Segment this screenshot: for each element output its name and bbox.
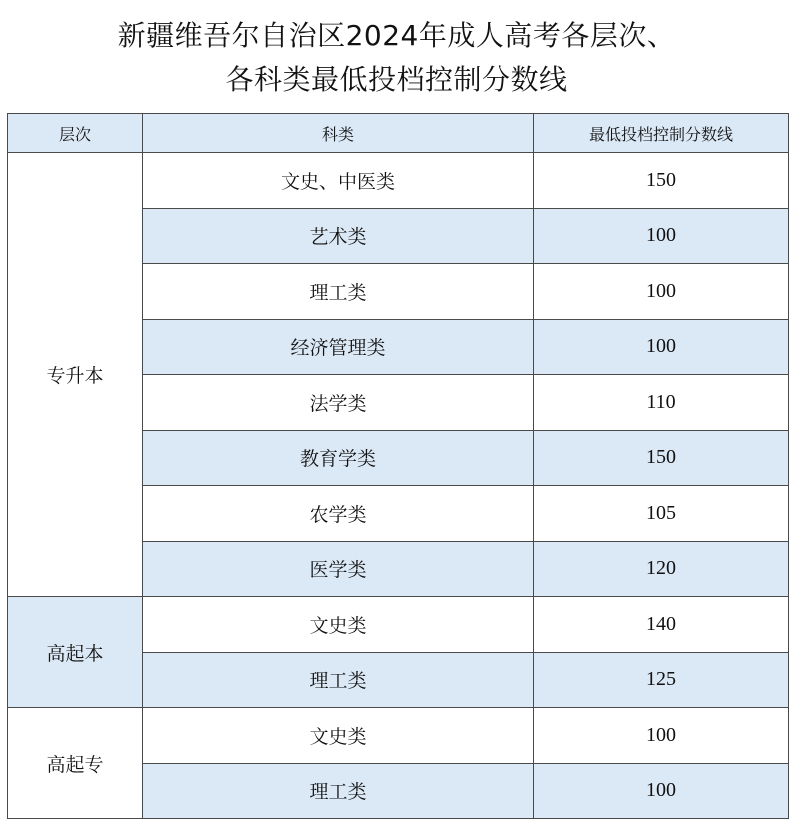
- level-cell-zhuanshengben: 专升本: [8, 153, 143, 597]
- header-score: 最低投档控制分数线: [534, 114, 789, 153]
- score-cell: 100: [534, 264, 789, 320]
- subject-cell: 理工类: [143, 652, 534, 708]
- subject-cell: 经济管理类: [143, 319, 534, 375]
- subject-cell: 文史类: [143, 708, 534, 764]
- subject-cell: 文史、中医类: [143, 153, 534, 209]
- score-cell: 120: [534, 541, 789, 597]
- table-row: [8, 597, 789, 653]
- header-level: 层次: [8, 114, 143, 153]
- table-row: [8, 153, 789, 209]
- page-title: [0, 14, 793, 102]
- title-line-1: 新疆维吾尔自治区2024年成人高考各层次、: [117, 19, 676, 52]
- score-cell: 110: [534, 375, 789, 431]
- subject-cell: 农学类: [143, 486, 534, 542]
- score-cell: 100: [534, 708, 789, 764]
- subject-cell: 文史类: [143, 597, 534, 653]
- subject-cell: 医学类: [143, 541, 534, 597]
- level-cell-gaoqizhuan: 高起专: [8, 708, 143, 819]
- subject-cell: 法学类: [143, 375, 534, 431]
- score-cell: 125: [534, 652, 789, 708]
- score-cell: 150: [534, 430, 789, 486]
- score-cell: 105: [534, 486, 789, 542]
- score-cell: 100: [534, 763, 789, 819]
- score-table: [7, 113, 789, 819]
- table-row: [8, 708, 789, 764]
- score-cell: 150: [534, 153, 789, 209]
- subject-cell: 理工类: [143, 264, 534, 320]
- score-cell: 140: [534, 597, 789, 653]
- title-line-2: 各科类最低投档控制分数线: [225, 63, 568, 96]
- subject-cell: 教育学类: [143, 430, 534, 486]
- subject-cell: 艺术类: [143, 208, 534, 264]
- header-subject: 科类: [143, 114, 534, 153]
- subject-cell: 理工类: [143, 763, 534, 819]
- score-cell: 100: [534, 319, 789, 375]
- table-header-row: [8, 114, 789, 153]
- score-cell: 100: [534, 208, 789, 264]
- level-cell-gaoqiben: 高起本: [8, 597, 143, 708]
